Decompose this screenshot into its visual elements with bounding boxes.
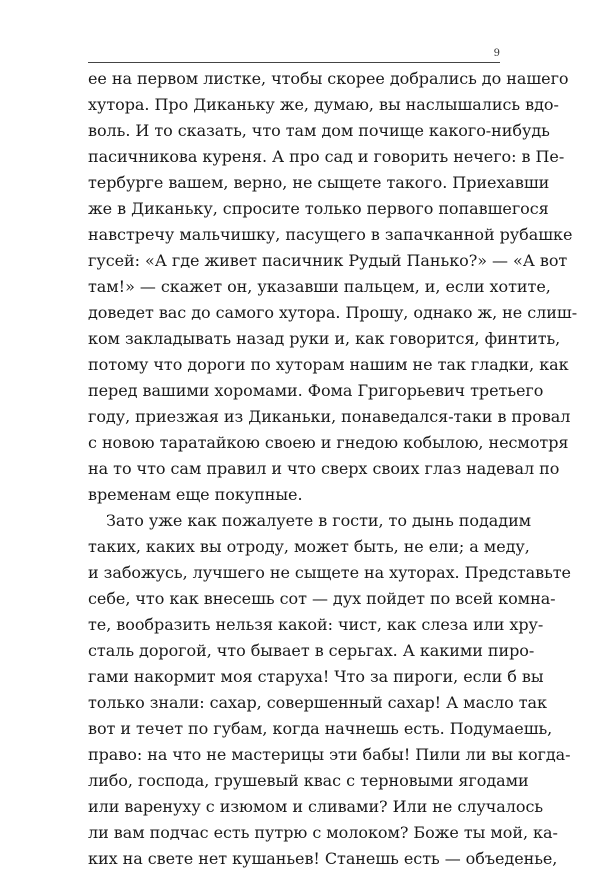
- body-text: [88, 66, 578, 872]
- text-line: либо, господа, грушевый квас с терновыми ягодами: [88, 771, 529, 790]
- text-line: году, приезжая из Диканьки, понаведался-таки в провал: [88, 407, 571, 426]
- text-line: воль. И то сказать, что там дом почище какого-нибудь: [88, 121, 550, 140]
- header-rule: [88, 62, 500, 63]
- text-line: себе, что как внесешь сот — дух пойдет по всей комна-: [88, 589, 556, 608]
- text-line: ких на свете нет кушаньев! Станешь есть — объеденье,: [88, 849, 558, 868]
- text-line: вот и течет по губам, когда начнешь есть. Подумаешь,: [88, 719, 553, 738]
- text-line: только знали: сахар, совершенный сахар! А масло так: [88, 693, 547, 712]
- text-line: гами накормит моя старуха! Что за пироги, если б вы: [88, 667, 544, 686]
- text-line: сталь дорогой, что бывает в серьгах. А какими пиро-: [88, 641, 535, 660]
- text-line: и забожусь, лучшего не сыщете на хуторах. Представьте: [88, 563, 571, 582]
- text-line: ее на первом листке, чтобы скорее добрались до нашего: [88, 69, 569, 88]
- text-line: же в Диканьку, спросите только первого попавшегося: [88, 199, 549, 218]
- text-line: доведет вас до самого хутора. Прошу, однако ж, не слиш-: [88, 303, 578, 322]
- text-line: хутора. Про Диканьку же, думаю, вы наслышались вдо-: [88, 95, 559, 114]
- text-line: перед вашими хоромами. Фома Григорьевич третьего: [88, 381, 544, 400]
- text-line: те, вообразить нельзя какой: чист, как слеза или хру-: [88, 615, 544, 634]
- text-line: на то что сам правил и что сверх своих глаз надевал по: [88, 459, 560, 478]
- page-number: 9: [493, 48, 500, 59]
- text-line: таких, каких вы отроду, может быть, не ели; а меду,: [88, 537, 530, 556]
- text-line: с новою таратайкою своею и гнедою кобылою, несмотря: [88, 433, 569, 452]
- text-line: временам еще покупные.: [88, 485, 303, 504]
- text-line: тербурге вашем, верно, не сыщете такого. Приехавши: [88, 173, 550, 192]
- paragraph: [88, 508, 571, 872]
- text-line: там!» — скажет он, указавши пальцем, и, если хотите,: [88, 277, 551, 296]
- text-line: навстречу мальчишку, пасущего в запачканной рубашке: [88, 225, 573, 244]
- text-line: или варенуху с изюмом и сливами? Или не случалось: [88, 797, 544, 816]
- text-line: ли вам подчас есть путрю с молоком? Боже ты мой, ка-: [88, 823, 558, 842]
- text-line: пасичникова куреня. А про сад и говорить нечего: в Пе-: [88, 147, 565, 166]
- text-line: Зато уже как пожалуете в гости, то дынь подадим: [106, 511, 532, 530]
- text-line: ком закладывать назад руки и, как говорится, финтить,: [88, 329, 561, 348]
- paragraph: [88, 66, 578, 508]
- text-line: потому что дороги по хуторам нашим не так гладки, как: [88, 355, 569, 374]
- text-line: гусей: «А где живет пасичник Рудый Панько?» — «А вот: [88, 251, 568, 270]
- text-line: право: на что не мастерицы эти бабы! Пили ли вы когда-: [88, 745, 571, 764]
